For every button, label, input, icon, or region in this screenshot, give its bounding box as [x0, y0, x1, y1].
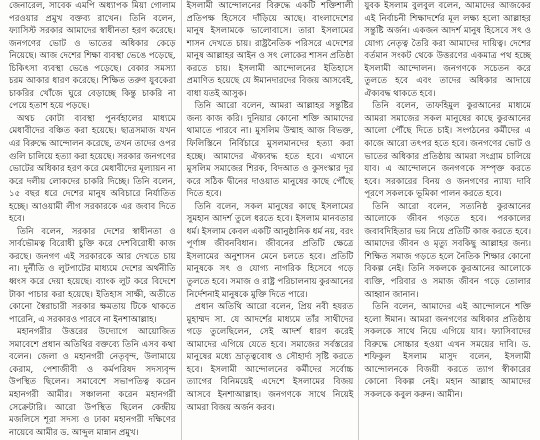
paragraph: তিনি বলেন, আমাদের এই আন্দোলনে শক্তি হলো ঈমান। আমরা জনগণের অধিকার প্রতিষ্ঠায় সকলকে সাথে নিয়ে এগিয়ে যাব। ফ্যাসিবাদের বিরুদ্ধে সোচ্চার হওয়া এখন সময়ের দাবি। ড. শফিকুল ইসলাম মাসুদ বলেন, ইসলামী আন্দোলনকে বিজয়ী করতে ত্যাগ স্বীকারের কোনো বিকল্প নেই। মহান আল্লাহ আমাদের সকলকে কবুল করুন। আমীন। [364, 302, 532, 400]
paragraph: প্রধান অতিথি আরো বলেন, প্রিয় নবী হযরত মুহাম্মদ সা. যে আদর্শের মাধ্যমে তাঁর সাথীদের গড়ে তুলেছিলেন, সেই আদর্শ ধারণ করেই আমাদের এগিয়ে যেতে হবে। সমাজের সর্বস্তরের মানুষের মধ্যে ভ্রাতৃত্ববোধ ও সৌহার্দ্য সৃষ্টি করতে হবে। ইসলামী আন্দোলনের কর্মীদের সর্বোচ্চ ত্যাগের বিনিময়েই এদেশে ইসলামের বিজয় আসবে ইনশাআল্লাহ। জনগণকে সাথে নিয়েই আমরা বিজয় অর্জন করব। [186, 302, 354, 413]
paragraph: তিনি আরো বলেন, সত্যনিষ্ঠ কুরআনের আলোকে জীবন গড়তে হবে। পরকালের জবাবদিহিতার ভয় নিয়ে প্রতিটি কাজ করতে হবে। আমাদের জীবন ও মৃত্যু সবকিছু আল্লাহর জন্য। শিক্ষিত সমাজ গড়তে হলে নৈতিক শিক্ষার কোনো বিকল্প নেই। তিনি সকলকে কুরআনের আলোকে ব্যক্তি, পরিবার ও সমাজ জীবন গড়ে তোলার আহ্বান জানান। [364, 201, 532, 300]
article-columns [4, 0, 536, 440]
paragraph: যুবক ইসলাম বুলবুল বলেন, আমাদের আজকের এই নির্বাচনী শিক্ষাদর্শের মূল লক্ষ্য হলো আল্লাহর সন্তুষ্টি অর্জন। একজন আদর্শ মানুষ হিসেবে সৎ ও যোগ্য নেতৃত্ব তৈরি করা আমাদের দায়িত্ব। দেশের বর্তমান সংকট থেকে উত্তরণের একমাত্র পথ হচ্ছে ইসলামী আন্দোলন। জনগণকে সচেতন করে তুলতে হবে এবং তাদের অধিকার আদায়ে ঐক্যবদ্ধ থাকতে হবে। [364, 1, 532, 99]
column-left [4, 0, 181, 440]
paragraph: তিনি আরো বলেন, আমরা আল্লাহর সন্তুষ্টির জন্য কাজ করি। দুনিয়ার কোনো শক্তি আমাদের থামাতে পারবে না। মুসলিম উম্মাহ আজ বিভক্ত, ফিলিস্তিনে নির্বিচারে মুসলমানদের হত্যা করা হচ্ছে। আমাদের ঐক্যবদ্ধ হতে হবে। এখানে মুসলিম সমাজের শিরক, বিদআত ও কুসংস্কার দূর করে সঠিক দ্বীনের দাওয়াত মানুষের কাছে পৌঁছে দিতে হবে। [186, 101, 354, 200]
column-middle [181, 0, 359, 440]
paragraph: তিনি বলেন, সকল মানুষের কাছে ইসলামের সুমহান আদর্শ তুলে ধরতে হবে। ইসলাম মানবতার ধর্ম। ইসলাম কেবল একটি আনুষ্ঠানিক ধর্ম নয়, বরং পূর্ণাঙ্গ জীবনবিধান। জীবনের প্রতিটি ক্ষেত্রে ইসলামের অনুশাসন মেনে চলতে হবে। প্রতিটি মানুষকে সৎ ও যোগ্য নাগরিক হিসেবে গড়ে তুলতে হবে। সমাজ ও রাষ্ট্র পরিচালনায় কুরআনের নির্দেশনাই মানুষকে মুক্তি দিতে পারে। [186, 201, 354, 300]
paragraph: মহানগরীর উত্তরের উদ্যোগে আয়োজিত সমাবেশে প্রধান অতিথির বক্তব্যে তিনি এসব কথা বলেন। জেলা ও মহানগরী নেতৃবৃন্দ, উলামায়ে কেরাম, পেশাজীবী ও কর্মপরিষদ সদস্যবৃন্দ উপস্থিত ছিলেন। সমাবেশে সভাপতিত্ব করেন মহানগরী আমীর। সঞ্চালনা করেন মহানগরী সেক্রেটারি। আরো উপস্থিত ছিলেন কেন্দ্রীয় মজলিসে শূরা সদস্য ও ঢাকা মহানগরী দক্ষিণের নায়েবে আমীর ড. আব্দুল মান্নান প্রমুখ। [9, 327, 176, 438]
paragraph: তিনি বলেন, সরকার দেশের স্বাধীনতা ও সার্বভৌমত্ব বিরোধী চুক্তি করে দেশবিরোধী কাজ করছে। জনগণ এই সরকারকে আর দেখতে চায় না। দুর্নীতি ও লুটপাটের মাধ্যমে দেশের অর্থনীতি ধ্বংস করে দেয়া হয়েছে। ব্যাংক লুট করে বিদেশে টাকা পাচার করা হয়েছে। ইতিহাস সাক্ষী, অতীতে কোনো স্বৈরাচারী সরকার ক্ষমতায় টিকে থাকতে পারেনি, এ সরকারও পারবে না ইনশাআল্লাহ। [9, 226, 176, 325]
paragraph: তিনি বলেন, তাফহিমুল কুরআনের মাধ্যমে আমরা সমাজের সকল মানুষের কাছে কুরআনের আলো পৌঁছে দিতে চাই। সংগঠনের কর্মীদের এ কাজে আরো তৎপর হতে হবে। জনগণের ভোট ও ভাতের অধিকার প্রতিষ্ঠায় আমরা সংগ্রাম চালিয়ে যাব। এ আন্দোলনে জনগণকে সম্পৃক্ত করতে হবে। সরকারের বিনয় ও জনগণের ন্যায্য দাবি পূরণে সকলকে ভূমিকা পালন করতে হবে। [364, 101, 532, 200]
paragraph: জেনারেল, সাবেক এমপি অধ্যাপক মিয়া গোলাম পরওয়ার প্রমুখ বক্তব্য রাখেন। তিনি বলেন, ফ্যাসিস্ট সরকার আমাদের স্বাধীনতা হরণ করেছে। জনগণের ভোট ও ভাতের অধিকার কেড়ে নিয়েছে। আজ দেশের শিক্ষা ব্যবস্থা ভেঙে পড়েছে, চিকিৎসা ব্যবস্থা ভেঙে পড়েছে। বেকার সমস্যা চরম আকার ধারণ করেছে। শিক্ষিত তরুণ যুবকেরা চাকরির খোঁজে ঘুরে বেড়াচ্ছে কিন্তু চাকরি না পেয়ে হতাশ হয়ে পড়ছে। [9, 1, 176, 112]
column-right [358, 0, 536, 440]
paragraph: ইসলামী আন্দোলনের বিরুদ্ধে একটি শক্তিশালী প্রতিপক্ষ হিসেবে দাঁড়িয়ে আছে। বাংলাদেশের মানুষ ইসলামকে ভালোবাসে। তারা ইসলামের শাসন দেখতে চায়। রাষ্ট্রনৈতিক পরিসরে এদেশের মানুষ আল্লাহর আইন ও সৎ লোকের শাসন প্রতিষ্ঠা করতে চায়। ইসলামী আন্দোলনের ইতিহাসে প্রমাণিত হয়েছে যে ঈমানদারদের বিজয় আসবেই, বাধা যতই আসুক। [186, 1, 354, 99]
paragraph: অথচ কোটা ব্যবস্থা পুনর্বহালের মাধ্যমে মেধাবীদের বঞ্চিত করা হয়েছে। ছাত্রসমাজ যখন এর বিরুদ্ধে আন্দোলন করেছে, তখন তাদের ওপর গুলি চালিয়ে হত্যা করা হয়েছে। সরকার জনগণের ভোটের অধিকার হরণ করে মেধাবীদের মূল্যায়ন না করে দলীয় লোকদের চাকরি দিচ্ছে। তিনি বলেন, ১৫ বছর ধরে দেশের মানুষ অবিচারে নির্যাতিত হচ্ছে। আওয়ামী লীগ সরকারকে এর জবাব দিতে হবে। [9, 113, 176, 225]
